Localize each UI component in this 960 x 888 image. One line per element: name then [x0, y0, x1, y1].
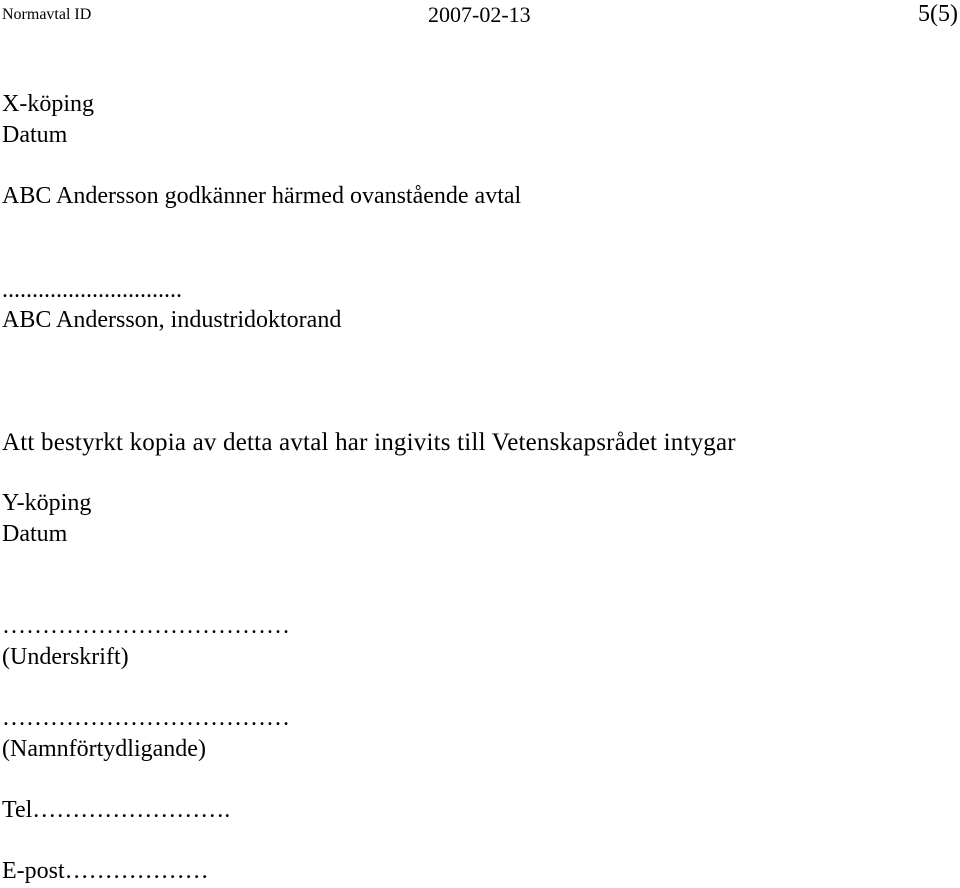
place-y: Y-köping	[2, 490, 92, 516]
page-number: 5(5)	[918, 1, 958, 27]
signature-line-1: ..............................	[2, 277, 182, 303]
name-line: ………………………………	[2, 705, 290, 731]
approval-text: ABC Andersson godkänner härmed ovanstående avtal	[2, 183, 522, 209]
signature-label: (Underskrift)	[2, 644, 129, 670]
date-label-2: Datum	[2, 521, 68, 547]
signer-name: ABC Andersson, industridoktorand	[2, 307, 342, 333]
email-field: E-post………………	[2, 858, 209, 884]
tel-field: Tel…………………….	[2, 797, 231, 823]
place-x: X-köping	[2, 91, 94, 117]
name-clarification-label: (Namnförtydligande)	[2, 736, 206, 762]
date-label-1: Datum	[2, 122, 68, 148]
certification-text: Att bestyrkt kopia av detta avtal har ingivits till Vetenskapsrådet intygar	[2, 429, 736, 456]
document-date: 2007-02-13	[428, 2, 531, 27]
document-id: Normavtal ID	[2, 6, 92, 23]
signature-line-2: ………………………………	[2, 613, 290, 639]
